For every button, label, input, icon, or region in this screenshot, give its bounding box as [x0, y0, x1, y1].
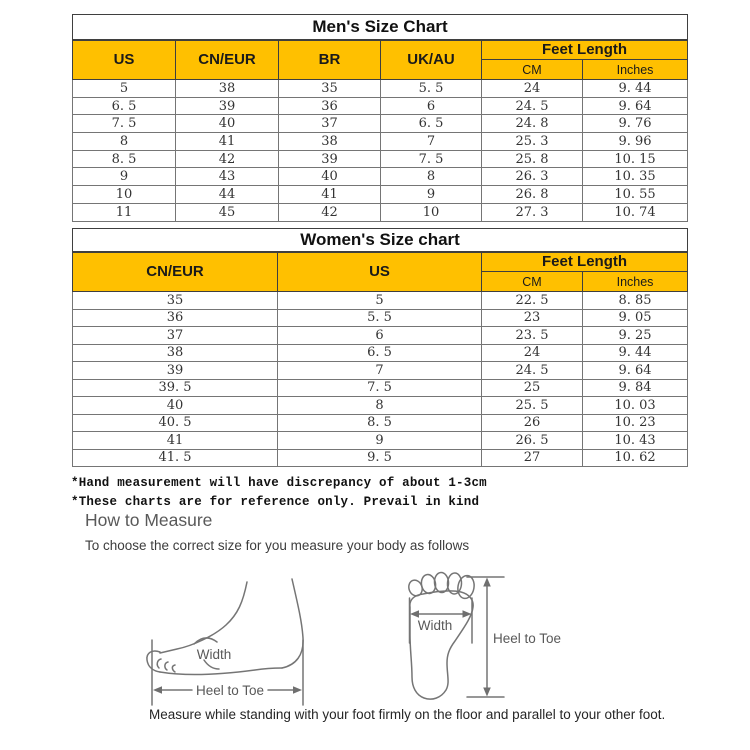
column-header-inches: Inches	[583, 272, 688, 292]
table-cell: 40	[279, 168, 381, 186]
table-cell: 9	[278, 432, 482, 450]
table-row	[73, 327, 688, 345]
table-row	[73, 229, 688, 252]
table-cell: 9. 05	[583, 309, 688, 327]
table-cell: 44	[176, 186, 279, 204]
table-cell: 37	[73, 327, 278, 345]
table-cell: 10. 23	[583, 414, 688, 432]
table-row	[73, 15, 688, 40]
mens-table-title: Men's Size Chart	[73, 15, 688, 40]
table-cell: 24	[482, 80, 583, 98]
table-cell: 9	[381, 186, 482, 204]
table-cell: 38	[176, 80, 279, 98]
table-cell: 8	[73, 133, 176, 151]
table-cell: 35	[73, 292, 278, 310]
table-cell: 41. 5	[73, 449, 278, 467]
table-cell: 9. 25	[583, 327, 688, 345]
table-cell: 6	[381, 97, 482, 115]
table-cell: 41	[279, 186, 381, 204]
arrow-right-icon	[293, 686, 302, 694]
footprint-top-view-diagram	[390, 555, 620, 710]
table-cell: 26. 5	[482, 432, 583, 450]
big-toe	[456, 574, 476, 599]
table-cell: 22. 5	[482, 292, 583, 310]
table-cell: 10. 62	[583, 449, 688, 467]
foot-outline	[160, 582, 247, 653]
table-cell: 39	[279, 150, 381, 168]
table-cell: 7	[278, 362, 482, 380]
table-row	[73, 168, 688, 186]
table-row	[73, 397, 688, 415]
table-cell: 25	[482, 379, 583, 397]
toe-curl	[172, 665, 175, 672]
table-row	[73, 432, 688, 450]
table-cell: 8. 5	[73, 150, 176, 168]
table-cell: 42	[279, 203, 381, 221]
table-cell: 27. 3	[482, 203, 583, 221]
foot-outline	[160, 668, 282, 675]
column-header-feet-length: Feet Length	[482, 252, 688, 272]
table-cell: 25. 3	[482, 133, 583, 151]
table-cell: 9. 5	[278, 449, 482, 467]
table-cell: 9. 96	[583, 133, 688, 151]
table-cell: 24	[482, 344, 583, 362]
table-cell: 45	[176, 203, 279, 221]
table-cell: 10	[73, 186, 176, 204]
how-to-measure-intro: To choose the correct size for you measure your body as follows	[85, 538, 470, 553]
arrow-left-icon	[410, 610, 419, 618]
table-cell: 6	[278, 327, 482, 345]
table-cell: 24. 8	[482, 115, 583, 133]
table-cell: 23. 5	[482, 327, 583, 345]
table-cell: 5	[278, 292, 482, 310]
table-cell: 6. 5	[278, 344, 482, 362]
table-row	[73, 97, 688, 115]
column-header-inches: Inches	[583, 60, 688, 80]
column-header-us: US	[73, 40, 176, 80]
table-cell: 9. 44	[583, 80, 688, 98]
table-cell: 40	[73, 397, 278, 415]
table-cell: 8	[381, 168, 482, 186]
table-cell: 38	[73, 344, 278, 362]
heel-to-toe-label: Heel to Toe	[493, 631, 562, 646]
table-cell: 5	[73, 80, 176, 98]
column-header-us: US	[278, 252, 482, 292]
table-row	[73, 344, 688, 362]
width-label: Width	[196, 647, 232, 662]
foot-outline	[282, 579, 303, 668]
table-cell: 8	[278, 397, 482, 415]
table-cell: 43	[176, 168, 279, 186]
width-label: Width	[417, 618, 453, 633]
table-cell: 42	[176, 150, 279, 168]
column-header-feet-length: Feet Length	[482, 40, 688, 60]
table-cell: 5. 5	[278, 309, 482, 327]
measure-caption: Measure while standing with your foot firmly on the floor and parallel to your other foot.	[149, 707, 666, 722]
table-cell: 6. 5	[381, 115, 482, 133]
column-header-cm: CM	[482, 272, 583, 292]
table-cell: 23	[482, 309, 583, 327]
table-cell: 7	[381, 133, 482, 151]
table-cell: 38	[279, 133, 381, 151]
arrow-up-icon	[483, 578, 491, 587]
toe-curl	[165, 662, 168, 670]
table-row	[73, 115, 688, 133]
table-row	[73, 449, 688, 467]
table-cell: 25. 8	[482, 150, 583, 168]
table-cell: 39	[176, 97, 279, 115]
column-header-cm: CM	[482, 60, 583, 80]
table-cell: 7. 5	[381, 150, 482, 168]
table-row	[73, 40, 688, 60]
table-cell: 40	[176, 115, 279, 133]
table-cell: 10. 15	[583, 150, 688, 168]
table-row	[73, 150, 688, 168]
table-cell: 10. 55	[583, 186, 688, 204]
table-row	[73, 309, 688, 327]
table-row	[73, 186, 688, 204]
table-cell: 41	[73, 432, 278, 450]
table-row	[73, 203, 688, 221]
womens-size-table	[72, 228, 688, 467]
table-cell: 7. 5	[278, 379, 482, 397]
column-header-br: BR	[279, 40, 381, 80]
table-row	[73, 379, 688, 397]
table-cell: 8. 85	[583, 292, 688, 310]
mens-size-table	[72, 14, 688, 222]
table-cell: 6. 5	[73, 97, 176, 115]
table-row	[73, 362, 688, 380]
table-row	[73, 292, 688, 310]
table-cell: 11	[73, 203, 176, 221]
table-row	[73, 252, 688, 272]
table-cell: 10. 74	[583, 203, 688, 221]
womens-table-title: Women's Size chart	[73, 229, 688, 252]
table-cell: 10	[381, 203, 482, 221]
table-cell: 37	[279, 115, 381, 133]
table-cell: 26. 3	[482, 168, 583, 186]
table-cell: 9. 84	[583, 379, 688, 397]
table-cell: 8. 5	[278, 414, 482, 432]
table-cell: 41	[176, 133, 279, 151]
foot-side-view-diagram	[130, 560, 380, 710]
heel-to-toe-label: Heel to Toe	[195, 683, 265, 698]
table-cell: 9. 64	[583, 362, 688, 380]
toe-curl	[157, 659, 161, 668]
table-cell: 26	[482, 414, 583, 432]
table-row	[73, 133, 688, 151]
table-cell: 35	[279, 80, 381, 98]
table-cell: 24. 5	[482, 362, 583, 380]
note-line: *Hand measurement will have discrepancy of about 1-3cm	[71, 476, 487, 490]
table-cell: 39. 5	[73, 379, 278, 397]
table-cell: 9	[73, 168, 176, 186]
table-cell: 10. 03	[583, 397, 688, 415]
table-cell: 5. 5	[381, 80, 482, 98]
table-row	[73, 414, 688, 432]
table-cell: 40. 5	[73, 414, 278, 432]
table-cell: 36	[73, 309, 278, 327]
table-cell: 9. 44	[583, 344, 688, 362]
disclaimer-notes	[71, 474, 487, 511]
arrow-left-icon	[153, 686, 162, 694]
column-header-uk-au: UK/AU	[381, 40, 482, 80]
table-cell: 36	[279, 97, 381, 115]
table-cell: 26. 8	[482, 186, 583, 204]
sole-outline	[410, 591, 473, 699]
table-row	[73, 80, 688, 98]
table-cell: 39	[73, 362, 278, 380]
note-line: *These charts are for reference only. Prevail in kind	[71, 494, 480, 509]
table-cell: 7. 5	[73, 115, 176, 133]
table-cell: 9. 64	[583, 97, 688, 115]
table-cell: 24. 5	[482, 97, 583, 115]
arrow-down-icon	[483, 688, 491, 697]
table-cell: 25. 5	[482, 397, 583, 415]
table-cell: 9. 76	[583, 115, 688, 133]
table-cell: 27	[482, 449, 583, 467]
column-header-cn-eur: CN/EUR	[73, 252, 278, 292]
table-cell: 10. 43	[583, 432, 688, 450]
how-to-measure-heading: How to Measure	[85, 510, 213, 530]
column-header-cn-eur: CN/EUR	[176, 40, 279, 80]
table-cell: 10. 35	[583, 168, 688, 186]
